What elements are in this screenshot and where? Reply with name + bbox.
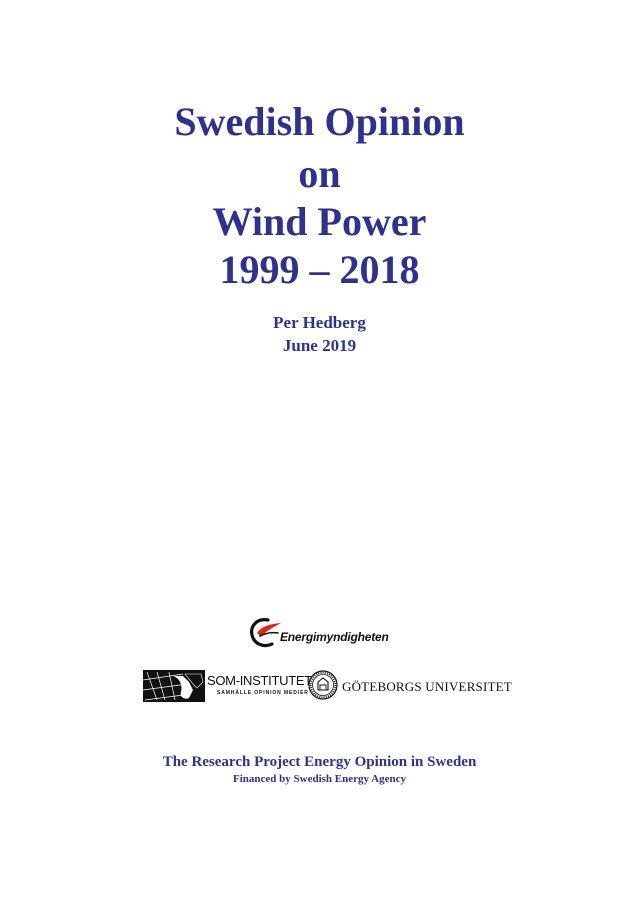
energimyndigheten-logo (248, 616, 398, 652)
som-institute-name: SOM-INSTITUTET (207, 673, 312, 688)
university-seal-icon (308, 670, 338, 700)
university-name: GÖTEBORGS UNIVERSITET (342, 679, 512, 694)
author-name: Per Hedberg (273, 313, 366, 332)
energy-agency-name: Energimyndigheten (280, 630, 389, 644)
research-project-name: The Research Project Energy Opinion in Sweden (162, 754, 477, 770)
title-line-1: Swedish Opinion (174, 99, 465, 144)
title-line-2: on (298, 151, 341, 196)
energy-agency-emblem-icon (248, 616, 284, 650)
som-institutet-logo (143, 670, 312, 702)
publication-date: June 2019 (282, 336, 357, 355)
goteborgs-universitet-logo (308, 670, 512, 702)
title-line-3: Wind Power (212, 199, 427, 244)
funding-note: Financed by Swedish Energy Agency (233, 773, 406, 785)
title-years: 1999 – 2018 (219, 247, 420, 292)
som-institute-tagline: SAMHÄLLE OPINION MEDIER (217, 690, 309, 696)
scandinavia-map-icon (143, 670, 205, 702)
